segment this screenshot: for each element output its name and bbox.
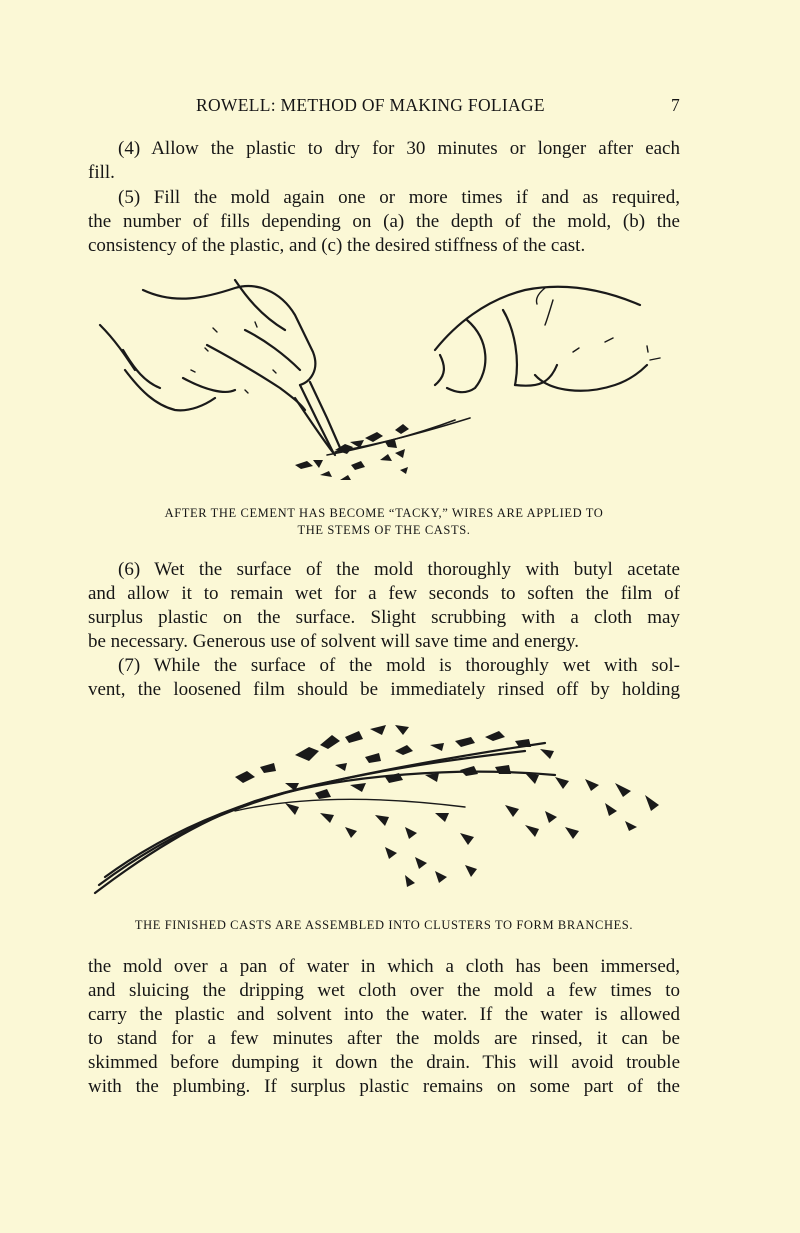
- figure-2-caption: THE FINISHED CASTS ARE ASSEMBLED INTO CLUSTERS TO FORM BRANCHES.: [134, 918, 634, 932]
- text-line: (5) Fill the mold again one or more times if and as required,: [118, 187, 680, 208]
- text-line: the mold over a pan of water in which a cloth has been immersed,: [88, 956, 680, 977]
- page-number: 7: [670, 95, 680, 115]
- text-line: carry the plastic and solvent into the water. If the water is allowed: [88, 1004, 680, 1025]
- text-line: vent, the loosened film should be immediately rinsed off by holding: [88, 679, 680, 700]
- text-line: surplus plastic on the surface. Slight scrubbing with a cloth may: [88, 607, 680, 628]
- text-line: (7) While the surface of the mold is thoroughly wet with sol-: [118, 655, 680, 676]
- running-title: ROWELL: METHOD OF MAKING FOLIAGE: [196, 95, 545, 115]
- paragraph-8: [88, 955, 680, 1099]
- text-line: (6) Wet the surface of the mold thoroughly with butyl acetate: [118, 559, 680, 580]
- text-line: the number of fills depending on (a) the depth of the mold, (b) the: [88, 211, 680, 232]
- figure-1-caption: [88, 505, 680, 539]
- caption-line: THE STEMS OF THE CASTS.: [297, 523, 471, 537]
- paragraph-6: [88, 558, 680, 654]
- paragraph-7: [88, 654, 680, 702]
- text-line: skimmed before dumping it down the drain. This will avoid trouble: [88, 1052, 680, 1073]
- text-line: fill.: [88, 162, 115, 183]
- text-line: be necessary. Generous use of solvent will save time and energy.: [88, 631, 580, 652]
- text-line: and sluicing the dripping wet cloth over the mold a few times to: [88, 980, 680, 1001]
- text-line: consistency of the plastic, and (c) the desired stiffness of the cast.: [88, 235, 586, 256]
- caption-line: AFTER THE CEMENT HAS BECOME “TACKY,” WIRES ARE APPLIED TO: [164, 506, 604, 520]
- hands-wiring-illustration: [95, 270, 680, 495]
- foliage-branch-illustration: [85, 715, 675, 900]
- paragraph-5: [88, 186, 680, 258]
- text-line: (4) Allow the plastic to dry for 30 minutes or longer after each: [118, 138, 680, 159]
- text-line: to stand for a few minutes after the molds are rinsed, it can be: [88, 1028, 680, 1049]
- paragraph-4: [88, 137, 680, 185]
- text-line: and allow it to remain wet for a few seconds to soften the film of: [88, 583, 680, 604]
- text-line: with the plumbing. If surplus plastic remains on some part of the: [88, 1076, 680, 1097]
